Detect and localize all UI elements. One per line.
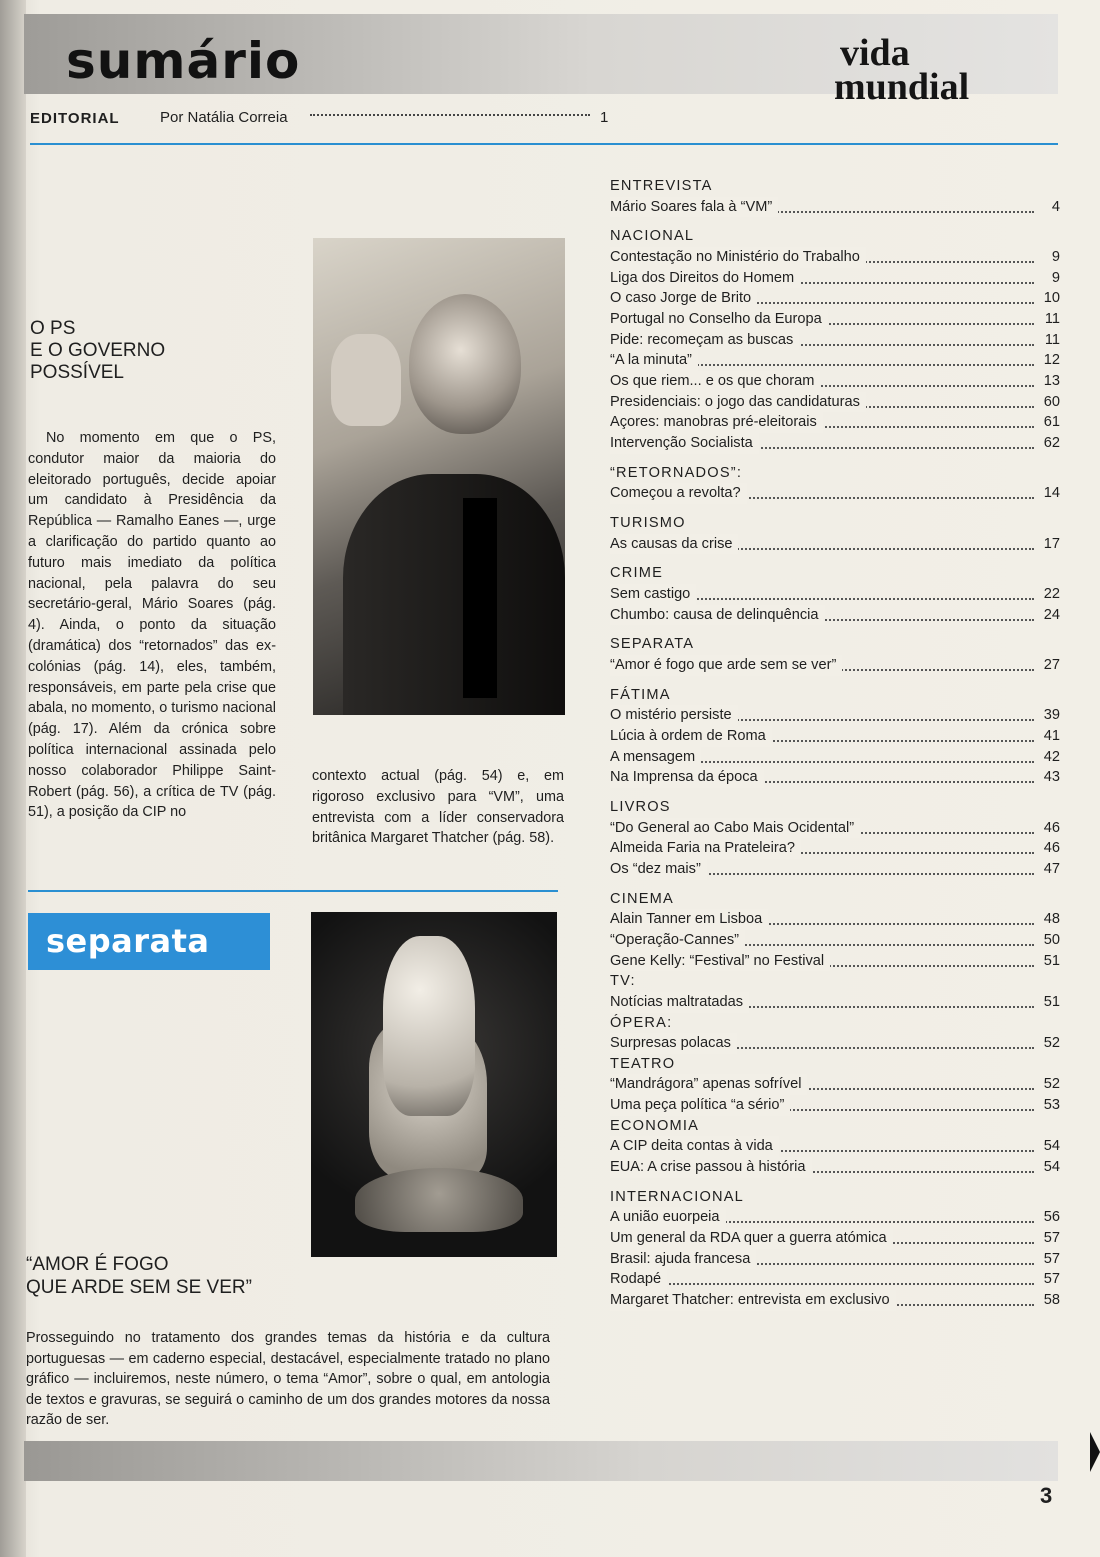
editorial-label: EDITORIAL: [30, 110, 120, 127]
toc-entry-page: 53: [1034, 1095, 1060, 1116]
toc-entry-title: Mário Soares fala à “VM”: [610, 197, 778, 218]
toc-entry[interactable]: [610, 197, 1060, 218]
toc-section-heading: TURISMO: [610, 515, 686, 532]
toc-entry-title: EUA: A crise passou à história: [610, 1157, 812, 1178]
toc-entry-title: Rodapé: [610, 1269, 667, 1290]
photo-head: [409, 294, 521, 434]
toc-entry-page: 57: [1034, 1269, 1060, 1290]
toc-entry-title: “Mandrágora” apenas sofrível: [610, 1074, 807, 1095]
separata-title: [26, 1253, 326, 1299]
toc-entry-title: Lúcia à ordem de Roma: [610, 726, 772, 747]
toc-entry[interactable]: [610, 1249, 1060, 1270]
toc-entry-title: O caso Jorge de Brito: [610, 288, 757, 309]
toc-entry-title: Um general da RDA quer a guerra atómica: [610, 1228, 893, 1249]
toc-entry[interactable]: [610, 350, 1060, 371]
toc-entry-page: 12: [1034, 350, 1060, 371]
toc-section-heading: ÓPERA:: [610, 1014, 673, 1031]
toc-entry-title: “Do General ao Cabo Mais Ocidental”: [610, 818, 860, 839]
photo-rock: [355, 1168, 523, 1232]
toc-entry-title: Pide: recomeçam as buscas: [610, 330, 799, 351]
toc-entry[interactable]: [610, 767, 1060, 788]
toc-entry-page: 62: [1034, 433, 1060, 454]
toc-entry[interactable]: [610, 309, 1060, 330]
toc-entry[interactable]: [610, 1157, 1060, 1178]
toc-entry-page: 11: [1034, 309, 1060, 330]
toc-entry-title: “Amor é fogo que arde sem se ver”: [610, 655, 842, 676]
toc-entry-page: 41: [1034, 726, 1060, 747]
toc-entry[interactable]: [610, 1207, 1060, 1228]
toc-entry-page: 61: [1034, 412, 1060, 433]
toc-entry-title: Os “dez mais”: [610, 859, 707, 880]
toc-entry-page: 46: [1034, 838, 1060, 859]
toc-section-heading: CRIME: [610, 565, 664, 582]
header-rule: [30, 143, 1058, 145]
toc-entry[interactable]: [610, 584, 1060, 605]
photo-hand: [331, 334, 401, 426]
toc-entry-title: Alain Tanner em Lisboa: [610, 909, 768, 930]
toc-section-heading: NACIONAL: [610, 228, 695, 245]
toc-entry-title: Açores: manobras pré-eleitorais: [610, 412, 823, 433]
lead-article-title: [30, 318, 270, 384]
toc-entry-title: “A la minuta”: [610, 350, 698, 371]
toc-entry-page: 4: [1034, 197, 1060, 218]
page-title: sumário: [66, 32, 301, 90]
toc-entry-title: Contestação no Ministério do Trabalho: [610, 247, 866, 268]
toc-entry-page: 9: [1034, 247, 1060, 268]
toc-entry-page: 58: [1034, 1290, 1060, 1311]
toc-entry-page: 57: [1034, 1249, 1060, 1270]
lead-title-line: E O GOVERNO: [30, 340, 166, 361]
toc-section-heading: FÁTIMA: [610, 686, 671, 703]
footer-band: [24, 1441, 1058, 1481]
toc-entry[interactable]: [610, 371, 1060, 392]
toc-section-heading: LIVROS: [610, 798, 671, 815]
toc-entry-title: Sem castigo: [610, 584, 696, 605]
toc-entry-title: A mensagem: [610, 747, 701, 768]
toc-entry[interactable]: [610, 838, 1060, 859]
sculpture-photo: [311, 912, 557, 1257]
separata-title-line: QUE ARDE SEM SE VER”: [26, 1277, 252, 1298]
toc-entry[interactable]: [610, 1074, 1060, 1095]
separata-title-line: “AMOR É FOGO: [26, 1254, 169, 1275]
toc-entry-title: O mistério persiste: [610, 705, 738, 726]
toc-entry-title: Margaret Thatcher: entrevista em exclusivo: [610, 1290, 896, 1311]
toc-entry-page: 46: [1034, 818, 1060, 839]
toc-entry[interactable]: [610, 412, 1060, 433]
lead-title-line: O PS: [30, 318, 76, 339]
table-of-contents: [610, 176, 1060, 1311]
toc-entry[interactable]: [610, 392, 1060, 413]
mario-soares-photo: [313, 238, 565, 715]
toc-section-heading: CINEMA: [610, 890, 674, 907]
toc-entry[interactable]: [610, 330, 1060, 351]
binding-shadow: [0, 0, 26, 1557]
toc-entry-page: 13: [1034, 371, 1060, 392]
toc-entry-page: 10: [1034, 288, 1060, 309]
toc-entry-page: 48: [1034, 909, 1060, 930]
editorial-page: 1: [600, 109, 609, 126]
toc-entry-title: Liga dos Direitos do Homem: [610, 268, 800, 289]
dot-leader: [310, 114, 590, 116]
toc-entry[interactable]: [610, 1269, 1060, 1290]
toc-entry[interactable]: [610, 705, 1060, 726]
magazine-logo: [834, 32, 1024, 109]
toc-entry-title: Intervenção Socialista: [610, 433, 759, 454]
toc-entry-page: 52: [1034, 1033, 1060, 1054]
toc-entry-page: 57: [1034, 1228, 1060, 1249]
editorial-byline: Por Natália Correia: [160, 109, 288, 126]
photo-body: [343, 474, 565, 715]
toc-entry[interactable]: [610, 951, 1060, 972]
lead-article-continuation: contexto actual (pág. 54) e, em rigoroso exclusivo para “VM”, uma entrevista com a líder conservadora britânica Margaret Thatcher (pág. 58).: [312, 768, 564, 847]
toc-entry-title: Notícias maltratadas: [610, 992, 749, 1013]
toc-section-heading: ECONOMIA: [610, 1117, 700, 1134]
toc-entry-title: Na Imprensa da época: [610, 767, 764, 788]
toc-entry-page: 14: [1034, 483, 1060, 504]
section-rule: [28, 890, 558, 892]
page-number: 3: [1040, 1483, 1053, 1508]
toc-entry[interactable]: [610, 992, 1060, 1013]
toc-entry[interactable]: [610, 818, 1060, 839]
toc-entry-page: 42: [1034, 747, 1060, 768]
toc-entry[interactable]: [610, 1228, 1060, 1249]
toc-section-heading: TV:: [610, 973, 636, 990]
toc-entry-title: Começou a revolta?: [610, 483, 747, 504]
toc-entry-title: Almeida Faria na Prateleira?: [610, 838, 801, 859]
toc-entry[interactable]: [610, 747, 1060, 768]
toc-entry[interactable]: [610, 1033, 1060, 1054]
toc-entry-page: 22: [1034, 584, 1060, 605]
lead-title-line: POSSÍVEL: [30, 362, 124, 383]
toc-section-heading: ENTREVISTA: [610, 178, 713, 194]
toc-entry-page: 27: [1034, 655, 1060, 676]
toc-entry-page: 9: [1034, 268, 1060, 289]
photo-tie: [463, 498, 497, 698]
toc-entry-page: 50: [1034, 930, 1060, 951]
toc-entry-page: 11: [1034, 330, 1060, 351]
toc-entry[interactable]: [610, 483, 1060, 504]
toc-entry[interactable]: [610, 247, 1060, 268]
toc-entry-page: 51: [1034, 992, 1060, 1013]
toc-entry[interactable]: [610, 859, 1060, 880]
toc-entry-title: Brasil: ajuda francesa: [610, 1249, 756, 1270]
toc-entry-page: 54: [1034, 1157, 1060, 1178]
toc-section-heading: TEATRO: [610, 1055, 676, 1072]
editorial-entry[interactable]: [30, 110, 620, 132]
toc-entry-page: 39: [1034, 705, 1060, 726]
toc-entry[interactable]: [610, 1136, 1060, 1157]
toc-entry[interactable]: [610, 288, 1060, 309]
toc-entry[interactable]: [610, 726, 1060, 747]
separata-text: Prosseguindo no tratamento dos grandes temas da história e da cultura portuguesas — em caderno especial, destacável, especialmente tratado no plano gráfico — incluiremos, neste número, o tema “Amor”, sobre o qual, em antologia de textos e gravuras, se seguirá o caminho de um dos grandes motores da nossa razão de ser.: [26, 1330, 550, 1429]
toc-entry-title: Presidenciais: o jogo das candidaturas: [610, 392, 866, 413]
separata-badge[interactable]: [28, 913, 270, 970]
toc-entry-page: 52: [1034, 1074, 1060, 1095]
photo-figure: [383, 936, 475, 1116]
toc-entry-page: 43: [1034, 767, 1060, 788]
toc-entry-title: As causas da crise: [610, 534, 738, 555]
toc-entry-page: 56: [1034, 1207, 1060, 1228]
toc-entry[interactable]: [610, 655, 1060, 676]
toc-entry-title: A CIP deita contas à vida: [610, 1136, 779, 1157]
toc-entry[interactable]: [610, 268, 1060, 289]
toc-entry-title: Gene Kelly: “Festival” no Festival: [610, 951, 830, 972]
toc-entry[interactable]: [610, 433, 1060, 454]
toc-entry-title: Os que riem... e os que choram: [610, 371, 820, 392]
toc-entry-title: “Operação-Cannes”: [610, 930, 745, 951]
page-tab-marker: [1090, 1432, 1100, 1472]
dot-leader: [610, 1283, 1034, 1285]
toc-section-heading: SEPARATA: [610, 636, 695, 653]
toc-entry-title: Uma peça política “a sério”: [610, 1095, 790, 1116]
toc-entry-title: A união euorpeia: [610, 1207, 726, 1228]
separata-badge-label: separata: [46, 922, 210, 960]
toc-entry[interactable]: [610, 1290, 1060, 1311]
logo-line-1: vida: [840, 32, 910, 74]
toc-entry-page: 60: [1034, 392, 1060, 413]
lead-article-text: No momento em que o PS, condutor maior da maioria do eleitorado português, decide apoiar um candidato à Presidência da República — Ramalho Eanes —, urge a clarificação do partido quanto ao futuro mais imediato da política nacional, pela palavra do seu secretário-geral, Mário Soares (pág. 4). Ainda, o ponto da situação (dramática) dos “retornados” das ex-colónias (pág. 14), eles, também, responsáveis, em parte pela crise que abala, no momento, o turismo nacional (pág. 17). Além da crónica sobre política internacional assinada pelo nosso colaborador Philippe Saint-Robert (pág. 56), a crítica de TV (pág. 51), a posição da CIP no: [28, 430, 276, 821]
toc-entry-title: Surpresas polacas: [610, 1033, 737, 1054]
toc-entry-page: 17: [1034, 534, 1060, 555]
toc-entry[interactable]: [610, 930, 1060, 951]
toc-entry-title: Portugal no Conselho da Europa: [610, 309, 828, 330]
toc-entry-page: 51: [1034, 951, 1060, 972]
toc-entry[interactable]: [610, 909, 1060, 930]
logo-line-2: mundial: [834, 66, 970, 109]
toc-entry[interactable]: [610, 605, 1060, 626]
toc-section-heading: “RETORNADOS”:: [610, 464, 743, 481]
toc-entry-title: Chumbo: causa de delinquência: [610, 605, 825, 626]
toc-entry[interactable]: [610, 534, 1060, 555]
toc-entry-page: 47: [1034, 859, 1060, 880]
toc-entry-page: 24: [1034, 605, 1060, 626]
toc-section-heading: INTERNACIONAL: [610, 1188, 744, 1205]
toc-entry-page: 54: [1034, 1136, 1060, 1157]
toc-entry[interactable]: [610, 1095, 1060, 1116]
